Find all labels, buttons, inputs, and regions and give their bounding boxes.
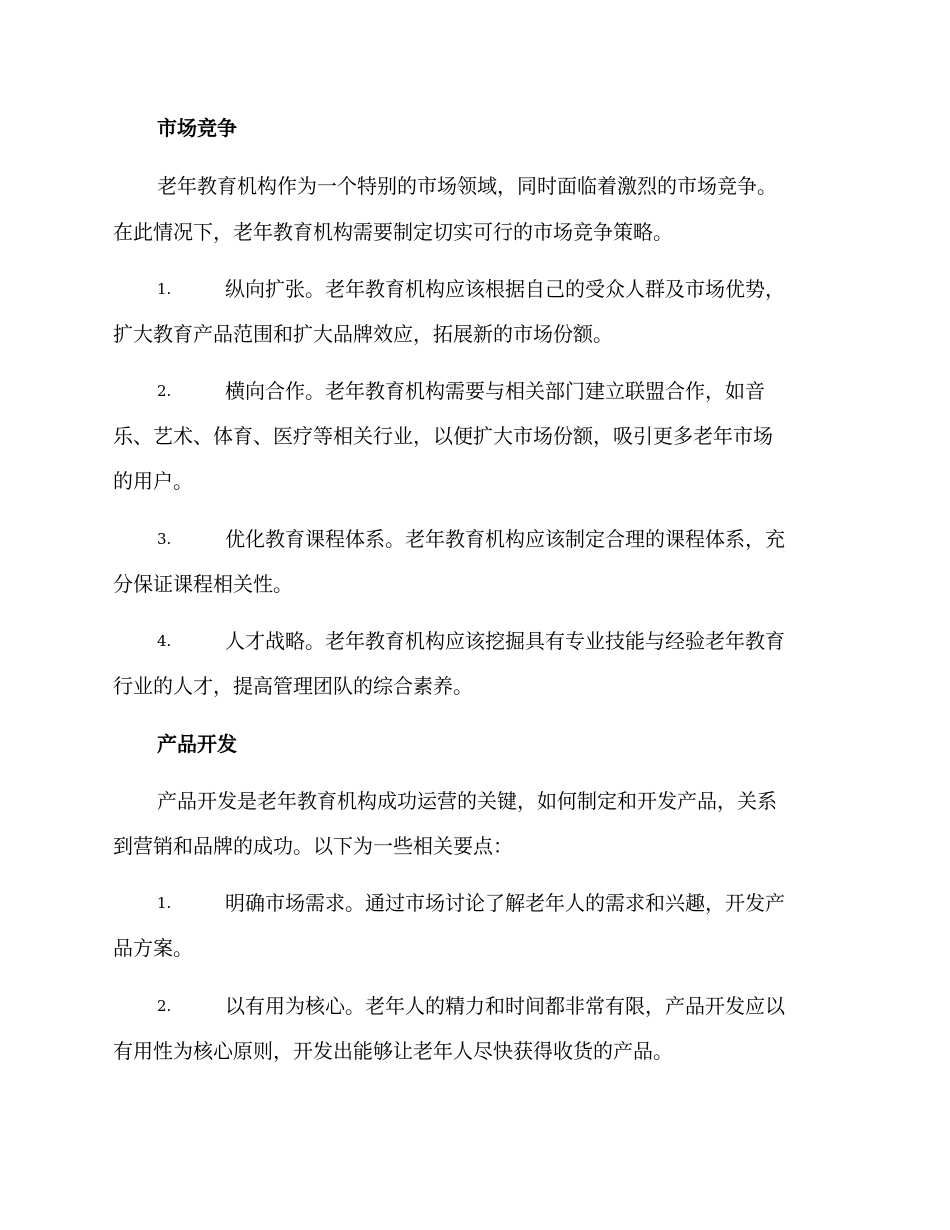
list-item-number: 2.	[157, 997, 172, 1015]
section-heading-market-competition: 市场竞争	[157, 116, 237, 140]
list-item-number: 3.	[157, 530, 172, 548]
list-item-number: 2.	[157, 382, 172, 400]
list-item-text: 行业的人才，提高管理团队的综合素养。	[113, 674, 473, 698]
list-item-text: 纵向扩张。老年教育机构应该根据自己的受众人群及市场优势，	[225, 277, 785, 301]
list-item-text: 品方案。	[113, 936, 193, 960]
list-item-number: 1.	[157, 894, 172, 912]
section-heading-product-development: 产品开发	[157, 732, 237, 756]
list-item-text: 横向合作。老年教育机构需要与相关部门建立联盟合作，如音	[225, 379, 765, 403]
list-item-text: 明确市场需求。通过市场讨论了解老年人的需求和兴趣，开发产	[225, 891, 785, 915]
list-item-text: 优化教育课程体系。老年教育机构应该制定合理的课程体系，充	[225, 527, 785, 551]
list-item-number: 1.	[157, 280, 172, 298]
paragraph-line: 老年教育机构作为一个特别的市场领域，同时面临着激烈的市场竞争。	[157, 174, 777, 198]
paragraph-line: 在此情况下，老年教育机构需要制定切实可行的市场竞争策略。	[113, 220, 673, 244]
list-item-text: 有用性为核心原则，开发出能够让老年人尽快获得收货的产品。	[113, 1039, 673, 1063]
list-item-text: 的用户。	[113, 469, 193, 493]
list-item-text: 人才战略。老年教育机构应该挖掘具有专业技能与经验老年教育	[225, 629, 785, 653]
list-item-text: 扩大教育产品范围和扩大品牌效应，拓展新的市场份额。	[113, 322, 613, 346]
list-item-text: 以有用为核心。老年人的精力和时间都非常有限，产品开发应以	[225, 994, 785, 1018]
list-item-number: 4.	[157, 632, 172, 650]
list-item-text: 乐、艺术、体育、医疗等相关行业，以便扩大市场份额，吸引更多老年市场	[113, 424, 773, 448]
paragraph-line: 到营销和品牌的成功。以下为一些相关要点：	[113, 834, 513, 858]
paragraph-line: 产品开发是老年教育机构成功运营的关键，如何制定和开发产品，关系	[157, 789, 777, 813]
list-item-text: 分保证课程相关性。	[113, 572, 293, 596]
